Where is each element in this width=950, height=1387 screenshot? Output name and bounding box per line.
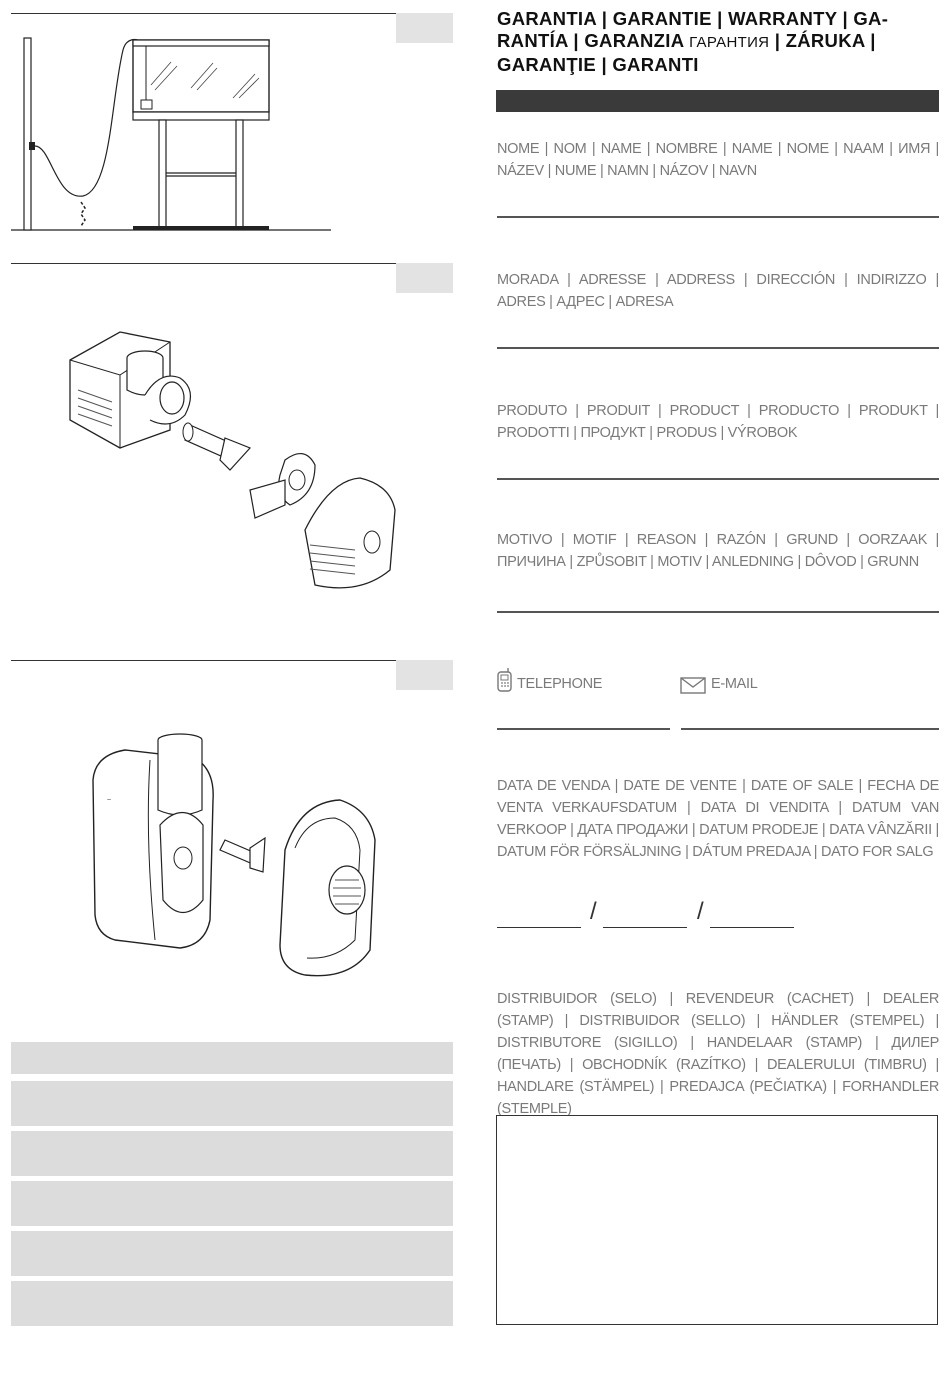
product-field-line[interactable] [497,478,939,480]
dealer-stamp-box[interactable] [496,1115,938,1325]
grey-box-1 [11,1042,453,1074]
title-line-2b: | ZÁRUKA | [769,30,876,51]
grey-box-6 [11,1281,453,1326]
aquarium-drip-loop-illustration [11,30,341,250]
header-dark-bar [496,90,939,112]
title-line-1: GARANTIA | GARANTIE | WARRANTY | GA- [497,8,889,29]
date-of-sale-label: DATA DE VENDA | DATE DE VENTE | DATE OF SALE | FECHA DE VENTA VERKAUFSDATUM | DATA DI VENDITA | DATUM VAN VERKOOP | ДАТА ПРОДАЖИ | DATUM PRODEJE | DATA VÂNZĂRII | DATUM FÖR FÖRSÄLJNING | DÁTUM PREDAJA | DATO FOR SALG [497,778,939,860]
title-line-2a: RANTÍA | GARANZIA [497,30,690,51]
section-tab-3 [396,660,453,690]
section-tab-1 [396,13,453,43]
pump-logo: ~ [107,797,112,804]
address-label: MORADA | ADRESSE | ADDRESS | DIRECCIÓN | INDIRIZZO | ADRES | АДРЕС | ADRESA [497,272,939,310]
grey-box-5 [11,1231,453,1276]
date-day-field[interactable] [497,927,581,928]
date-month-field[interactable] [603,927,687,928]
telephone-field-line[interactable] [497,728,670,730]
title-line-2-ru: ГАРАНТИЯ [689,34,770,51]
date-separator-2: / [697,898,704,925]
telephone-label: TELEPHONE [517,676,603,692]
name-label: NOME | NOM | NAME | NOMBRE | NAME | NOME | NAAM | ИМЯ | NÁZEV | NUME | NAMN | NÁZOV | NAVN [497,141,939,179]
reason-field-line[interactable] [497,611,939,613]
date-separator-1: / [590,898,597,925]
grey-box-4 [11,1181,453,1226]
grey-box-3 [11,1131,453,1176]
section-tab-2 [396,263,453,293]
reason-label: MOTIVO | MOTIF | REASON | RAZÓN | GRUND | OORZAAK | ПРИЧИНА | ZPŮSOBIT | MOTIV | ANLEDNING | DÔVOD | GRUNN [497,532,939,570]
warranty-title [497,8,942,76]
dealer-stamp-label: DISTRIBUIDOR (SELO) | REVENDEUR (CACHET) | DEALER (STAMP) | DISTRIBUIDOR (SELLO) | HÄNDLER (STEMPEL) | DISTRIBUTORE (SIGILLO) | HANDELAAR (STAMP) | ДИЛЕР (ПЕЧАТЬ) | OBCHODNÍK (RAZÍTKO) | DEALERULUI (TIMBRU) | HANDLARE (STÄMPEL) | PREDAJCA (PEČIATKA) | FORHANDLER (STEMPLE) [497,991,939,1117]
title-line-3: GARANŢIE | GARANTI [497,54,699,75]
pump-exploded-view-illustration-1 [60,320,420,620]
section-divider-3 [11,660,453,661]
pump-exploded-view-illustration-2 [85,730,405,980]
date-year-field[interactable] [710,927,794,928]
name-field-line[interactable] [497,216,939,218]
title-line-2 [497,30,942,54]
mail-icon [680,677,706,695]
section-divider-2 [11,263,453,264]
email-label: E-MAIL [711,676,758,692]
grey-box-2 [11,1081,453,1126]
section-divider-1 [11,13,453,14]
email-field-line[interactable] [681,728,939,730]
phone-icon [497,668,513,692]
product-label: PRODUTO | PRODUIT | PRODUCT | PRODUCTO | PRODUKT | PRODOTTI | ПРОДУКТ | PRODUS | VÝROBOK [497,403,939,441]
address-field-line[interactable] [497,347,939,349]
